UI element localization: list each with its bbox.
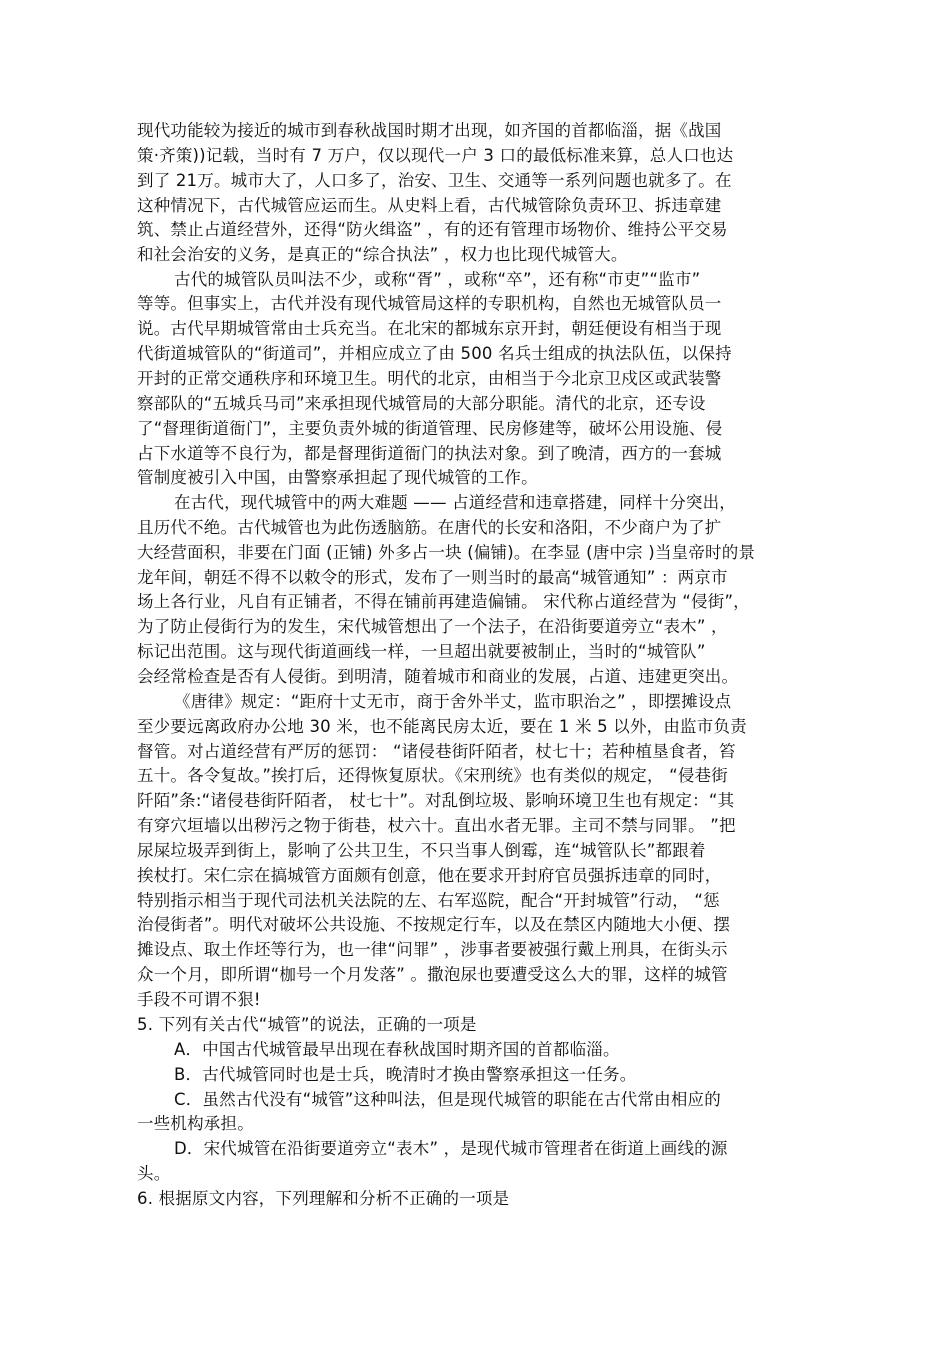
- text-line: 说。古代早期城管常由士兵充当。在北宋的都城东京开封，朝廷便设有相当于现: [137, 319, 722, 338]
- text-line: 策·齐策))记载，当时有 7 万户，仅以现代一户 3 口的最低标准来算，总人口也达: [137, 146, 734, 165]
- text-line: 代街道城管队的“街道司”，并相应成立了由 500 名兵士组成的执法队伍，以保持: [137, 344, 732, 363]
- question-5-option-a: A．中国古代城管最早出现在春秋战国时期齐国的首都临淄。: [174, 1040, 620, 1059]
- text-line: 为了防止侵街行为的发生，宋代城管想出了一个法子，在沿街要道旁立“表木” ，: [137, 617, 728, 636]
- text-line: 现代功能较为接近的城市到春秋战国时期才出现，如齐国的首都临淄，据《战国: [137, 121, 722, 140]
- text-line: 五十。各令复故。”挨打后，还得恢复原状。《宋刑统》也有类似的规定， “侵巷街: [137, 766, 728, 785]
- text-line: 尿屎垃圾弄到街上，影响了公共卫生，不只当事人倒霉，连“城管队长”都跟着: [137, 841, 706, 860]
- text-line: 在古代，现代城管中的两大难题 —— 占道经营和违章搭建，同样十分突出，: [174, 493, 736, 512]
- question-5-option-b: B．古代城管同时也是士兵，晚清时才换由警察承担这一任务。: [174, 1065, 637, 1084]
- text-line: 这种情况下，古代城管应运而生。从史料上看，古代城管除负责环卫、拆违章建: [137, 196, 722, 215]
- text-line: 特别指示相当于现代司法机关法院的左、右军巡院，配合“开封城管”行动， “惩: [137, 891, 720, 910]
- text-line: 占下水道等不良行为，都是督理街道衙门的执法对象。到了晚清，西方的一套城: [137, 444, 722, 463]
- text-line: 阡陌”条:“诸侵巷街阡陌者， 杖七十”。对乱倒垃圾、影响环境卫生也有规定：“其: [137, 791, 735, 810]
- text-line: 《唐律》规定：“距府十丈无市，商于舍外半丈，监市职治之” ，即摆摊设点: [174, 692, 732, 711]
- question-5-option-d-cont: 头。: [137, 1164, 171, 1183]
- text-line: 古代的城管队员叫法不少，或称“胥” ，或称“卒”，还有称“市吏”“监市”: [174, 270, 701, 289]
- text-line: 有穿穴垣墙以出秽污之物于街巷，杖六十。直出水者无罪。主司不禁与同罪。 ”把: [137, 816, 736, 835]
- text-line: 大经营面积，非要在门面 (正铺) 外多占一块 (偏铺)。在李显 (唐中宗 )当皇帝时的景: [137, 543, 756, 562]
- text-line: 手段不可谓不狠!: [137, 990, 261, 1009]
- text-line: 至少要远离政府办公地 30 米，也不能离民房太近，要在 1 米 5 以外，由监市负责: [137, 717, 747, 736]
- question-5-option-d: D．宋代城管在沿街要道旁立“表木” ，是现代城市管理者在街道上画线的源: [174, 1139, 728, 1158]
- text-line: 且历代不绝。古代城管也为此伤透脑筋。在唐代的长安和洛阳，不少商户为了扩: [137, 518, 722, 537]
- text-line: 挨杖打。宋仁宗在搞城管方面颇有创意，他在要求开封府官员强拆违章的同时，: [137, 866, 722, 885]
- text-line: 管制度被引入中国，由警察承担起了现代城管的工作。: [137, 468, 538, 487]
- text-line: 龙年间，朝廷不得不以敕令的形式，发布了一则当时的最高“城管通知” ：两京市: [137, 568, 728, 587]
- text-line: 标记出范围。这与现代街道画线一样，一旦超出就要被制止，当时的“城管队”: [137, 642, 706, 661]
- question-5-option-c: C．虽然古代没有“城管”这种叫法，但是现代城管的职能在古代常由相应的: [174, 1090, 721, 1109]
- question-6-stem: 6. 根据原文内容，下列理解和分析不正确的一项是: [137, 1189, 510, 1208]
- text-line: 会经常检查是否有人侵街。到明清，随着城市和商业的发展，占道、违建更突出。: [137, 667, 739, 686]
- text-line: 了“督理街道衙门”，主要负责外城的街道管理、民房修建等，破坏公用设施、侵: [137, 419, 723, 438]
- text-line: 督管。对占道经营有严厉的惩罚： “诸侵巷街阡陌者，杖七十；若种植垦食者，笞: [137, 742, 736, 761]
- text-line: 开封的正常交通秩序和环境卫生。明代的北京，由相当于今北京卫戍区或武装警: [137, 369, 722, 388]
- text-line: 等等。但事实上，古代并没有现代城管局这样的专职机构，自然也无城管队员一: [137, 294, 722, 313]
- text-line: 和社会治安的义务，是真正的“综合执法” ，权力也比现代城管大。: [137, 245, 628, 264]
- text-line: 到了 21万。城市大了，人口多了，治安、卫生、交通等一系列问题也就多了。在: [137, 171, 732, 190]
- question-5-stem: 5. 下列有关古代“城管”的说法，正确的一项是: [137, 1015, 477, 1034]
- text-line: 众一个月，即所谓“枷号一个月发落” 。撒泡尿也要遭受这么大的罪，这样的城管: [137, 965, 728, 984]
- text-line: 摊设点、取土作坯等行为，也一律“问罪” ，涉事者要被强行戴上刑具，在街头示: [137, 940, 728, 959]
- question-5-option-c-cont: 一些机构承担。: [137, 1114, 254, 1133]
- text-line: 筑、禁止占道经营外，还得“防火缉盗” ，有的还有管理市场物价、维持公平交易: [137, 220, 728, 239]
- text-line: 场上各行业，凡自有正铺者，不得在铺前再建造偏铺。 宋代称占道经营为 “侵街”，: [137, 592, 750, 611]
- text-line: 察部队的“五城兵马司”来承担现代城管局的大部分职能。清代的北京，还专设: [137, 394, 706, 413]
- text-line: 治侵街者”。明代对破坏公共设施、不按规定行车，以及在禁区内随地大小便、摆: [137, 915, 731, 934]
